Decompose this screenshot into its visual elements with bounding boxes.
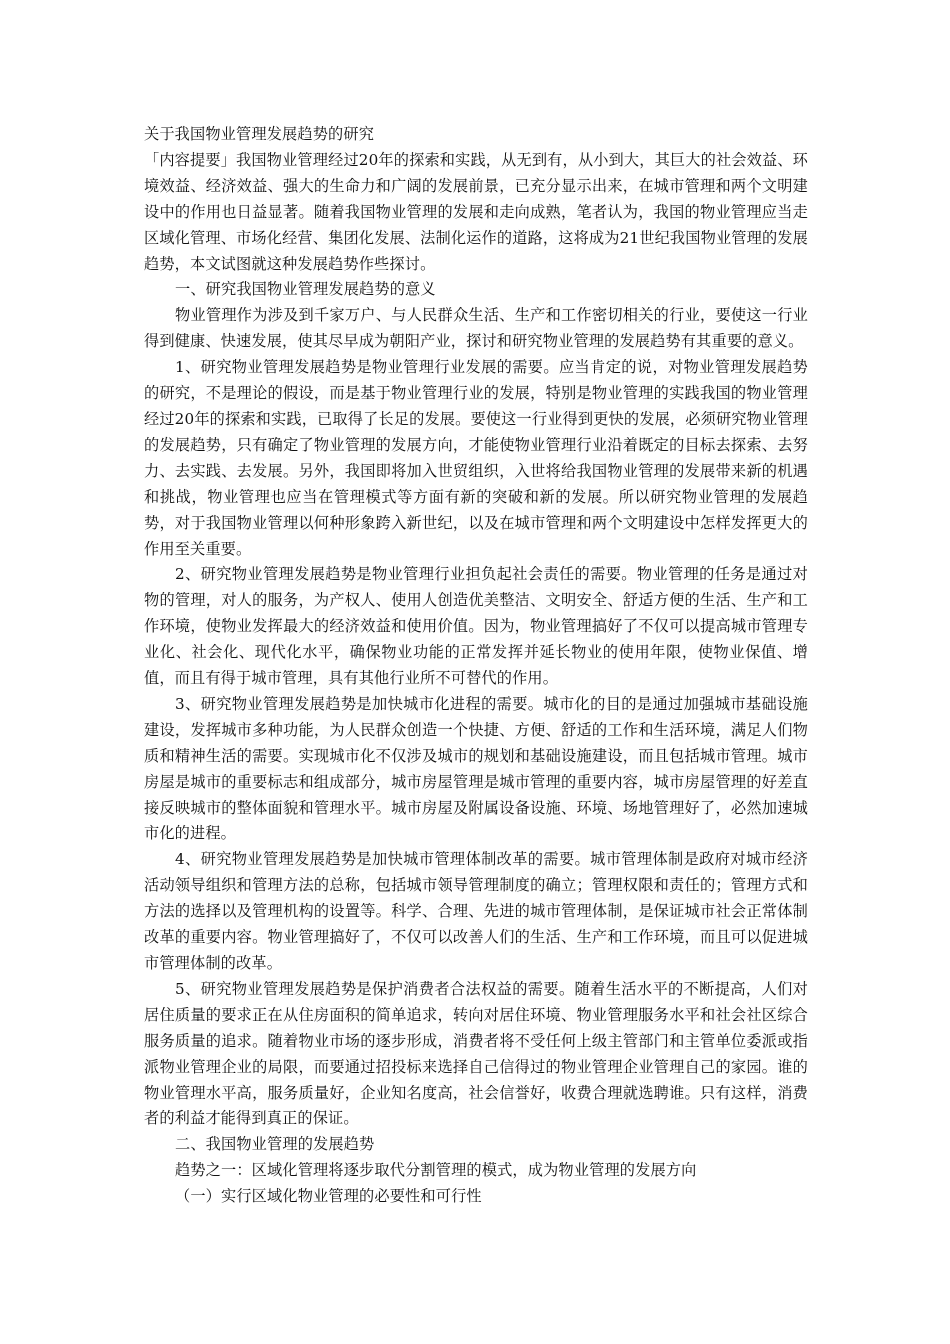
point-4-paragraph: 4、研究物业管理发展趋势是加快城市管理体制改革的需要。城市管理体制是政府对城市经济活动领导组织和管理方法的总称，包括城市领导管理制度的确立；管理权限和责任的；管理方式和方法的选择以及管理机构的设置等。科学、合理、先进的城市管理体制，是保证城市社会正常体制改革的重要内容。物业管理搞好了，不仅可以改善人们的生活、生产和工作环境，而且可以促进城市管理体制的改革。	[144, 850, 808, 972]
point-1-paragraph: 1、研究物业管理发展趋势是物业管理行业发展的需要。应当肯定的说，对物业管理发展趋势的研究，不是理论的假设，而是基于物业管理行业的发展，特别是物业管理的实践我国的物业管理经过20年的探索和实践，已取得了长足的发展。要使这一行业得到更快的发展，必须研究物业管理的发展趋势，只有确定了物业管理的发展方向，才能使物业管理行业沿着既定的目标去探索、去努力、去实践、去发展。另外，我国即将加入世贸组织，入世将给我国物业管理的发展带来新的机遇和挑战，物业管理也应当在管理模式等方面有新的突破和新的发展。所以研究物业管理的发展趋势，对于我国物业管理以何种形象跨入新世纪，以及在城市管理和两个文明建设中怎样发挥更大的作用至关重要。	[144, 358, 808, 558]
point-5-paragraph: 5、研究物业管理发展趋势是保护消费者合法权益的需要。随着生活水平的不断提高，人们对居住质量的要求正在从住房面积的简单追求，转向对居住环境、物业管理服务水平和社会社区综合服务质量的追求。随着物业市场的逐步形成，消费者将不受任何上级主管部门和主管单位委派或指派物业管理企业的局限，而要通过招投标来选择自己信得过的物业管理企业管理自己的家园。谁的物业管理水平高，服务质量好，企业知名度高，社会信誉好，收费合理就选聘谁。只有这样，消费者的利益才能得到真正的保证。	[144, 979, 808, 1128]
subsection-1-heading: （一）实行区域化物业管理的必要性和可行性	[175, 1187, 482, 1206]
section-1-intro-paragraph: 物业管理作为涉及到千家万户、与人民群众生活、生产和工作密切相关的行业，要使这一行业得到健康、快速发展，使其尽早成为朝阳产业，探讨和研究物业管理的发展趋势有其重要的意义。	[144, 306, 808, 351]
document-title: 关于我国物业管理发展趋势的研究	[144, 125, 375, 143]
point-3-paragraph: 3、研究物业管理发展趋势是加快城市化进程的需要。城市化的目的是通过加强城市基础设施建设，发挥城市多种功能，为人民群众创造一个快捷、方便、舒适的工作和生活环境，满足人们物质和精神生活的需要。实现城市化不仅涉及城市的规划和基础设施建设，而且包括城市管理。城市房屋是城市的重要标志和组成部分，城市房屋管理是城市管理的重要内容，城市房屋管理的好差直接反映城市的整体面貌和管理水平。城市房屋及附属设备设施、环境、场地管理好了，必然加速城市化的进程。	[144, 694, 808, 843]
section-2-heading: 二、我国物业管理的发展趋势	[175, 1135, 375, 1154]
section-1-heading: 一、研究我国物业管理发展趋势的意义	[175, 280, 436, 299]
document-body	[144, 122, 808, 1210]
trend-1-heading: 趋势之一：区域化管理将逐步取代分割管理的模式，成为物业管理的发展方向	[175, 1161, 697, 1180]
abstract-paragraph: 「内容提要」我国物业管理经过20年的探索和实践，从无到有，从小到大，其巨大的社会效益、环境效益、经济效益、强大的生命力和广阔的发展前景，已充分显示出来，在城市管理和两个文明建设中的作用也日益显著。随着我国物业管理的发展和走向成熟，笔者认为，我国的物业管理应当走区域化管理、市场化经营、集团化发展、法制化运作的道路，这将成为21世纪我国物业管理的发展趋势，本文试图就这种发展趋势作些探讨。	[144, 150, 808, 273]
point-2-paragraph: 2、研究物业管理发展趋势是物业管理行业担负起社会责任的需要。物业管理的任务是通过对物的管理，对人的服务，为产权人、使用人创造优美整洁、文明安全、舒适方便的生活、生产和工作环境，使物业发挥最大的经济效益和使用价值。因为，物业管理搞好了不仅可以提高城市管理专业化、社会化、现代化水平，确保物业功能的正常发挥并延长物业的使用年限，使物业保值、增值，而且有得于城市管理，具有其他行业所不可替代的作用。	[144, 565, 808, 688]
